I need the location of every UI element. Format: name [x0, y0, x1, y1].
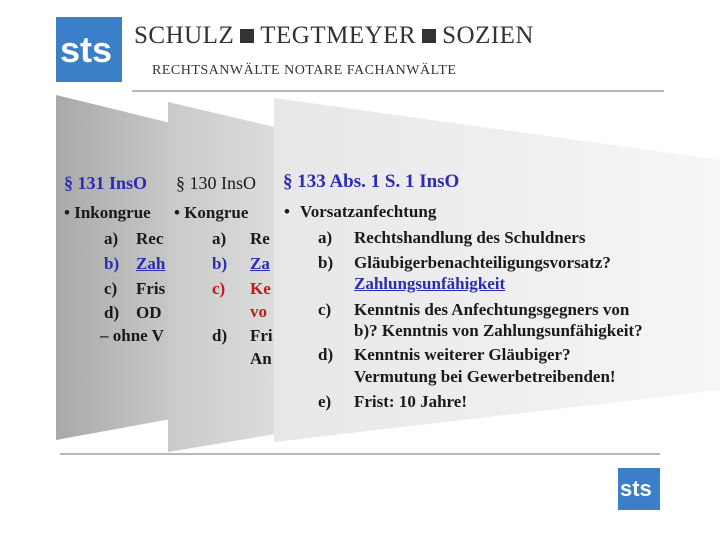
panel-130-item-a: Re — [250, 229, 270, 248]
panel-130-item-d-cont: An — [250, 349, 272, 368]
panel-130-item-b: Za — [250, 254, 270, 273]
panel-130-letter-d: d) — [212, 326, 228, 345]
panel-133-item-a: Rechtshandlung des Schuldners — [354, 228, 586, 247]
panel-131-bullet: • Inkongrue — [64, 203, 151, 222]
panel-133-item-c-cont: b)? Kenntnis von Zahlungsunfähigkeit? — [354, 321, 643, 340]
panel-130-item-d: Fri — [250, 326, 273, 345]
footer-logo-text: sts — [620, 476, 652, 501]
panel-131-title: § 131 InsO — [64, 173, 148, 193]
panel-130-letter-c: c) — [212, 279, 226, 298]
panel-131-letter-d: d) — [104, 303, 120, 322]
panel-133-item-c: Kenntnis des Anfechtungsgegners von — [354, 300, 630, 319]
panel-130-letter-b: b) — [212, 254, 228, 273]
panel-130-bullet: • Kongrue — [174, 203, 249, 222]
panel-133-letter-c: c) — [318, 300, 332, 319]
panel-133-item-b: Gläubigerbenachteiligungsvorsatz? — [354, 253, 611, 272]
panel-131-footer: – ohne V — [100, 326, 164, 345]
panel-131-item-a: Rec — [136, 229, 164, 248]
panel-133-letter-b: b) — [318, 253, 334, 272]
panel-133-bullet-dot: • — [284, 202, 290, 221]
panel-131-item-b: Zah — [136, 254, 166, 273]
panel-130-item-c-cont: vo — [250, 302, 267, 321]
logo-text: sts — [60, 29, 113, 70]
panel-130-letter-a: a) — [212, 229, 227, 248]
panel-133-bullet: Vorsatzanfechtung — [300, 202, 437, 221]
panel-133-letter-a: a) — [318, 228, 333, 247]
firm-name: SCHULZ TEGTMEYER SOZIEN — [134, 22, 534, 49]
footer-divider — [60, 453, 660, 455]
panel-133-letter-e: e) — [318, 392, 332, 411]
panel-131-item-c: Fris — [136, 279, 166, 298]
panel-131-letter-a: a) — [104, 229, 119, 248]
panel-133-item-b-link[interactable]: Zahlungsunfähigkeit — [354, 274, 506, 293]
panel-131-item-d: OD — [136, 303, 162, 322]
panel-130-title: § 130 InsO — [176, 173, 256, 193]
panel-130-item-c: Ke — [250, 279, 271, 298]
panel-133-item-d: Kenntnis weiterer Gläubiger? — [354, 345, 571, 364]
panel-133-letter-d: d) — [318, 345, 334, 364]
panel-133-title: § 133 Abs. 1 S. 1 InsO — [283, 171, 460, 192]
panel-131-letter-b: b) — [104, 254, 120, 273]
panel-131-letter-c: c) — [104, 279, 118, 298]
panel-133-item-d-cont: Vermutung bei Gewerbetreibenden! — [354, 367, 616, 386]
firm-subtitle: RECHTSANWÄLTE NOTARE FACHANWÄLTE — [152, 63, 457, 78]
panel-133-item-e: Frist: 10 Jahre! — [354, 392, 467, 411]
footer-logo — [618, 468, 660, 510]
